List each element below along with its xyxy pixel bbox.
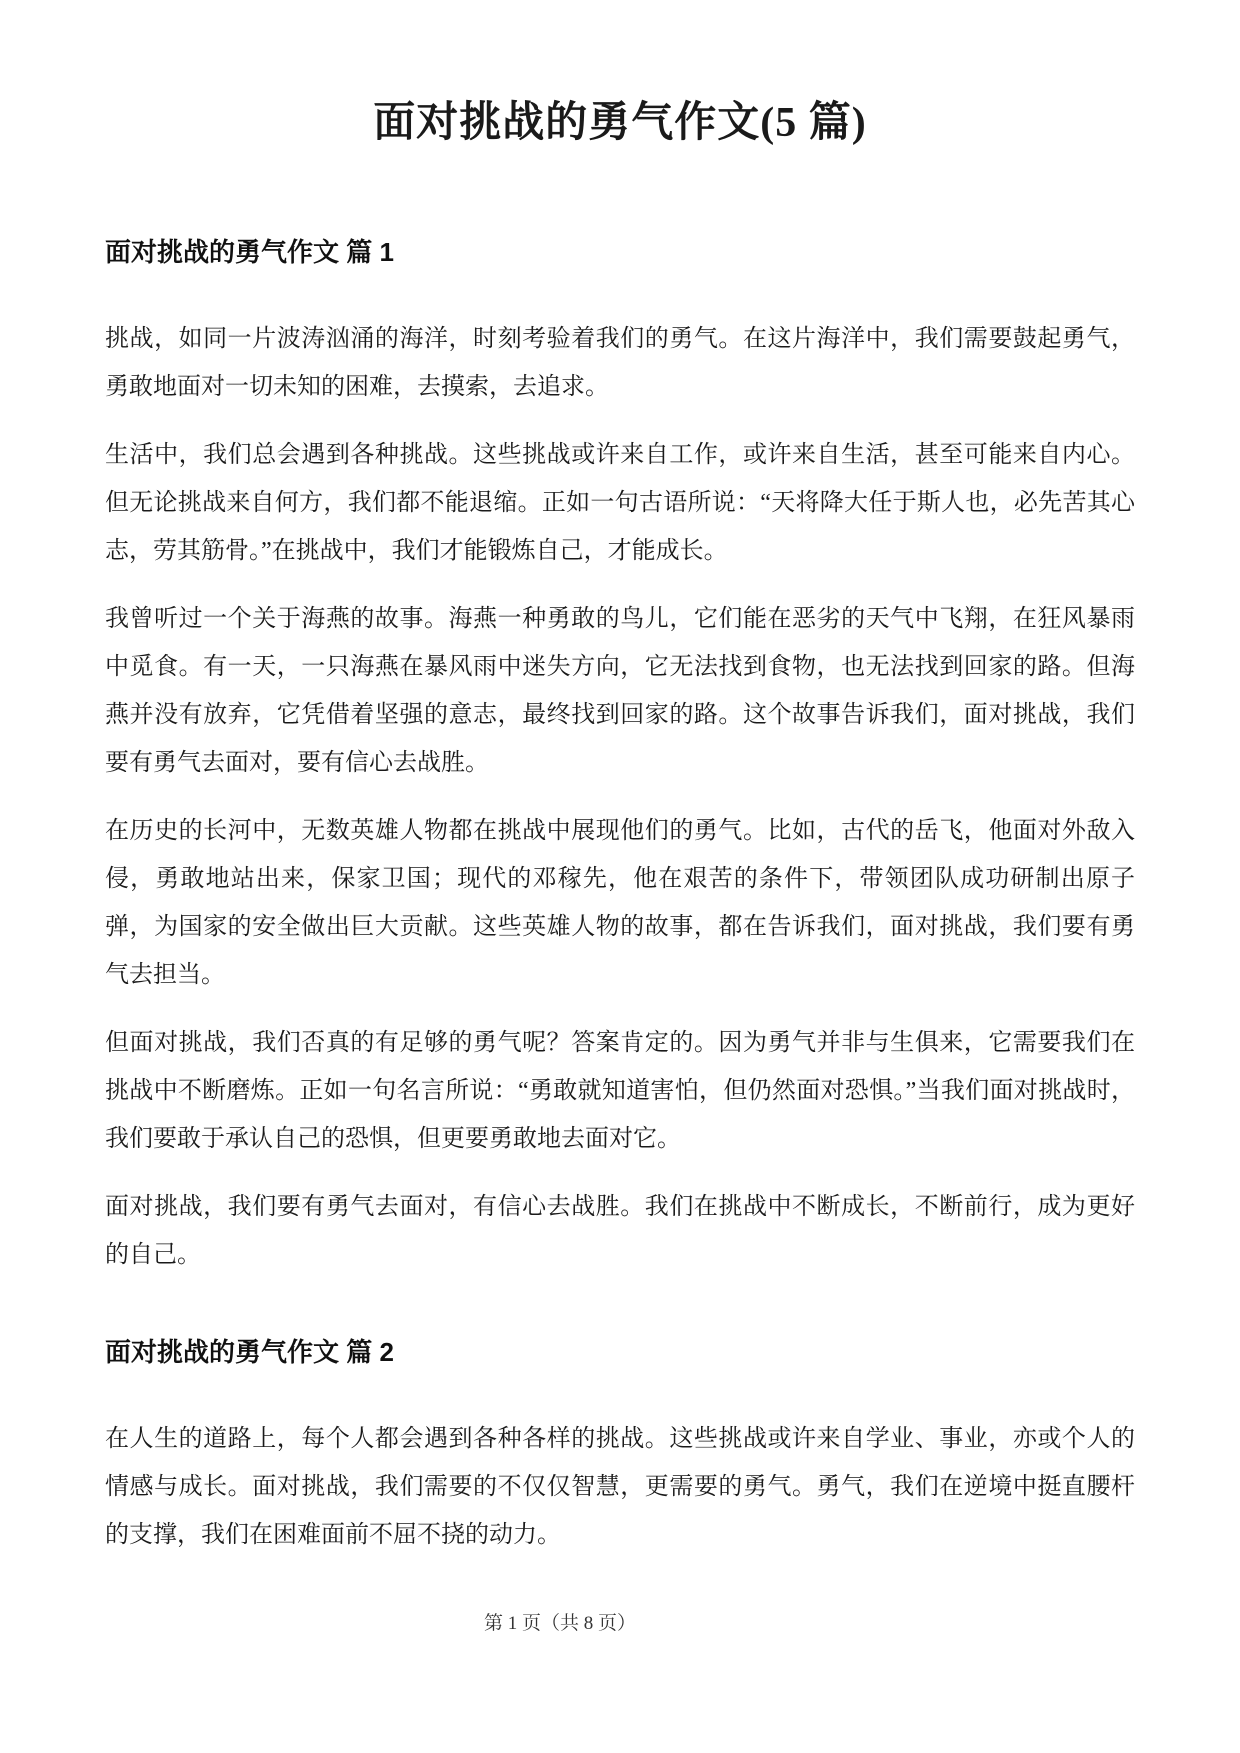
section-1-heading: 面对挑战的勇气作文 篇 1: [105, 237, 394, 267]
essay-section-1: [105, 235, 1135, 1279]
section-1-paragraph-3: 我曾听过一个关于海燕的故事。海燕一种勇敢的鸟儿，它们能在恶劣的天气中飞翔，在狂风暴雨中觅食。有一天，一只海燕在暴风雨中迷失方向，它无法找到食物，也无法找到回家的路。但海燕并没有放弃，它凭借着坚强的意志，最终找到回家的路。这个故事告诉我们，面对挑战，我们要有勇气去面对，要有信心去战胜。: [105, 606, 1135, 776]
document-title: 面对挑战的勇气作文(5 篇): [373, 100, 867, 146]
section-2-heading: 面对挑战的勇气作文 篇 2: [105, 1337, 394, 1367]
section-1-paragraph-1: 挑战，如同一片波涛汹涌的海洋，时刻考验着我们的勇气。在这片海洋中，我们需要鼓起勇气，勇敢地面对一切未知的困难，去摸索，去追求。: [105, 326, 1135, 400]
section-1-paragraph-6: 面对挑战，我们要有勇气去面对，有信心去战胜。我们在挑战中不断成长，不断前行，成为更好的自己。: [105, 1194, 1135, 1268]
page-number-text: 第 1 页（共 8 页）: [483, 1613, 636, 1634]
page-footer: [0, 1608, 1120, 1635]
essay-section-2: [105, 1335, 1135, 1559]
section-2-paragraph-1: 在人生的道路上，每个人都会遇到各种各样的挑战。这些挑战或许来自学业、事业，亦或个人的情感与成长。面对挑战，我们需要的不仅仅智慧，更需要的勇气。勇气，我们在逆境中挺直腰杆的支撑，我们在困难面前不屈不挠的动力。: [105, 1426, 1135, 1548]
section-1-paragraph-4: 在历史的长河中，无数英雄人物都在挑战中展现他们的勇气。比如，古代的岳飞，他面对外敌入侵，勇敢地站出来，保家卫国；现代的邓稼先，他在艰苦的条件下，带领团队成功研制出原子弹，为国家的安全做出巨大贡献。这些英雄人物的故事，都在告诉我们，面对挑战，我们要有勇气去担当。: [105, 818, 1135, 988]
section-1-paragraph-2: 生活中，我们总会遇到各种挑战。这些挑战或许来自工作，或许来自生活，甚至可能来自内心。但无论挑战来自何方，我们都不能退缩。正如一句古语所说：“天将降大任于斯人也，必先苦其心志，劳其筋骨。”在挑战中，我们才能锻炼自己，才能成长。: [105, 442, 1135, 564]
section-1-paragraph-5: 但面对挑战，我们否真的有足够的勇气呢？答案肯定的。因为勇气并非与生俱来，它需要我们在挑战中不断磨炼。正如一句名言所说：“勇敢就知道害怕，但仍然面对恐惧。”当我们面对挑战时，我们要敢于承认自己的恐惧，但更要勇敢地去面对它。: [105, 1030, 1135, 1152]
